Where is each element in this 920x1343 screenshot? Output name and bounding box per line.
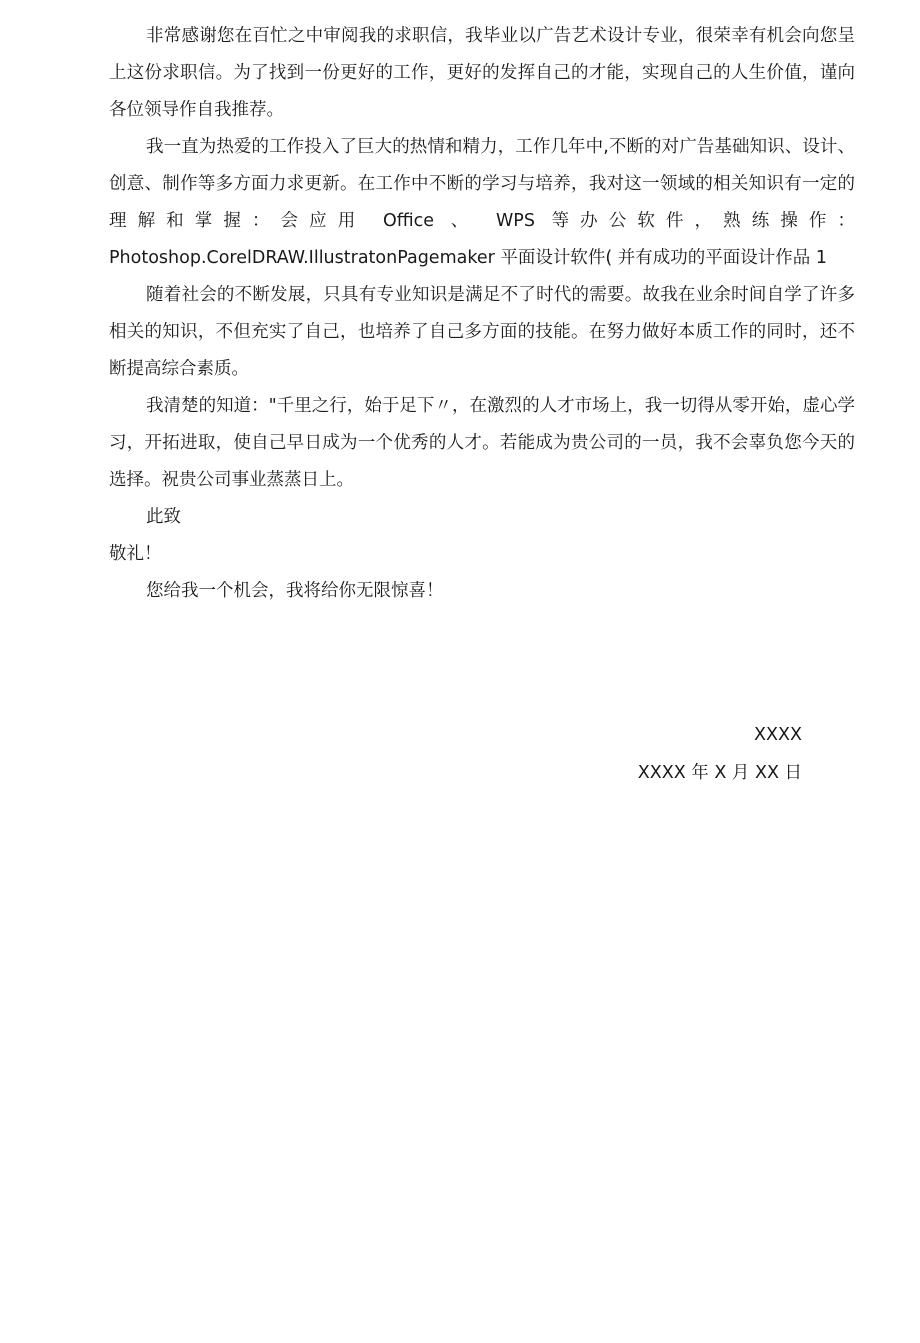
- signature-date: XXXX 年 X 月 XX 日: [637, 763, 802, 783]
- signature-name: XXXX: [754, 725, 802, 745]
- paragraph-software: Photoshop.CorelDRAW.IllustratonPagemaker 平面设计软件( 并有成功的平面设计作品 1: [109, 248, 827, 268]
- letter-body: [109, 18, 855, 610]
- paragraph-motto: 我清楚的知道："千里之行，始于足下〃，在激烈的人才市场上，我一切得从零开始，虚心学习，开拓进取，使自己早日成为一个优秀的人才。若能成为贵公司的一员，我不会辜负您今天的选择。祝贵公司事业蒸蒸日上。: [109, 396, 855, 490]
- closing-regards: 敬礼！: [109, 544, 162, 564]
- paragraph-self-study: 随着社会的不断发展，只具有专业知识是满足不了时代的需要。故我在业余时间自学了许多相关的知识，不但充实了自己，也培养了自己多方面的技能。在努力做好本质工作的同时，还不断提高综合素质。: [109, 285, 855, 379]
- signature-block: [638, 716, 802, 792]
- paragraph-experience: 我一直为热爱的工作投入了巨大的热情和精力，工作几年中,不断的对广告基础知识、设计、创意、制作等多方面力求更新。在工作中不断的学习与培养，我对这一领域的相关知识有一定的理解和掌握：会应用 Office 、 WPS 等办公软件，熟练操作：: [109, 137, 855, 231]
- paragraph-intro: 非常感谢您在百忙之中审阅我的求职信，我毕业以广告艺术设计专业，很荣幸有机会向您呈上这份求职信。为了找到一份更好的工作，更好的发挥自己的才能，实现自己的人生价值，谨向各位领导作自我推荐。: [109, 26, 855, 120]
- closing-remark: 您给我一个机会，我将给你无限惊喜！: [146, 581, 444, 601]
- closing-salutation: 此致: [146, 507, 181, 527]
